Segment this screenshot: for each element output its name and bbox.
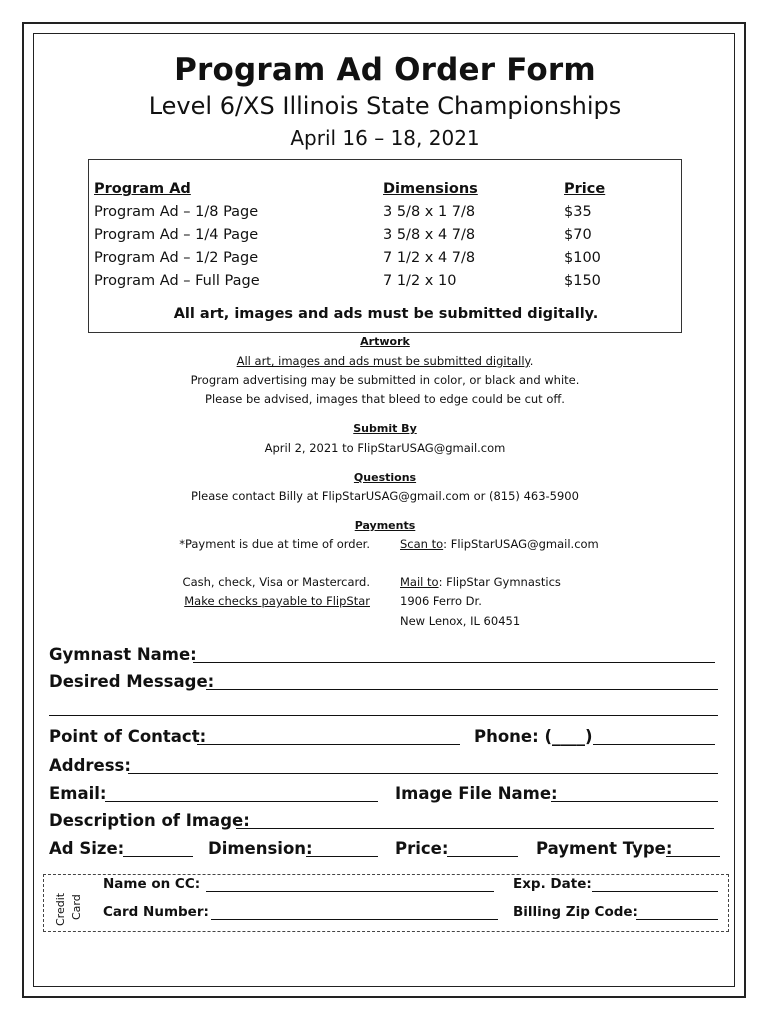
- table-cell: $100: [564, 250, 601, 266]
- description-field[interactable]: [236, 828, 714, 829]
- desired-message-field[interactable]: [206, 689, 718, 690]
- billing-zip-label: Billing Zip Code:: [513, 904, 638, 920]
- image-file-name-field[interactable]: [551, 801, 718, 802]
- mail-to-value: : FlipStar Gymnastics: [438, 575, 561, 589]
- exp-date-label: Exp. Date:: [513, 876, 592, 892]
- table-cell: 7 1/2 x 10: [383, 273, 457, 289]
- mail-address-1: 1906 Ferro Dr.: [400, 594, 482, 608]
- card-number-label: Card Number:: [103, 904, 209, 920]
- table-cell: Program Ad – 1/4 Page: [94, 227, 259, 243]
- digital-submission-note: All art, images and ads must be submitted digitally.: [173, 306, 599, 322]
- scan-to-value: : FlipStarUSAG@gmail.com: [443, 537, 599, 551]
- questions-text: Please contact Billy at FlipStarUSAG@gmail.com or (815) 463-5900: [191, 489, 579, 503]
- scan-to-line: [400, 537, 599, 551]
- ad-size-field[interactable]: [123, 856, 193, 857]
- table-cell: $150: [564, 273, 601, 289]
- point-of-contact-label: Point of Contact:: [49, 727, 207, 746]
- price-table: [88, 159, 682, 333]
- mail-to-line: [400, 575, 561, 589]
- table-cell: $35: [564, 204, 592, 220]
- price-field[interactable]: [447, 856, 518, 857]
- mail-address-2: New Lenox, IL 60451: [400, 614, 521, 628]
- col-header-dimensions: Dimensions: [383, 181, 478, 197]
- artwork-line-1-text: All art, images and ads must be submitted digitally: [236, 354, 530, 368]
- dimension-label: Dimension:: [208, 839, 313, 858]
- table-cell: 7 1/2 x 4 7/8: [383, 250, 476, 266]
- table-cell: 3 5/8 x 4 7/8: [383, 227, 476, 243]
- billing-zip-field[interactable]: [636, 919, 718, 920]
- address-field[interactable]: [128, 773, 718, 774]
- gymnast-name-field[interactable]: [193, 662, 715, 663]
- questions-heading: Questions: [353, 471, 417, 484]
- description-label: Description of Image:: [49, 811, 250, 830]
- artwork-line-3: Please be advised, images that bleed to edge could be cut off.: [205, 392, 565, 406]
- artwork-line-1-end: .: [529, 354, 534, 368]
- payment-methods: Cash, check, Visa or Mastercard.: [182, 575, 370, 589]
- event-subtitle: Level 6/XS Illinois State Championships: [148, 92, 622, 120]
- gymnast-name-label: Gymnast Name:: [49, 645, 197, 664]
- scan-to-label: Scan to: [400, 537, 444, 551]
- table-cell: Program Ad – 1/2 Page: [94, 250, 259, 266]
- name-on-cc-label: Name on CC:: [103, 876, 201, 892]
- point-of-contact-field[interactable]: [197, 744, 460, 745]
- table-cell: Program Ad – Full Page: [94, 273, 260, 289]
- credit-card-side-label-2: Card: [70, 894, 83, 920]
- email-field[interactable]: [105, 801, 378, 802]
- payments-heading: Payments: [354, 519, 416, 532]
- artwork-heading: Artwork: [360, 335, 410, 348]
- table-cell: Program Ad – 1/8 Page: [94, 204, 259, 220]
- table-cell: $70: [564, 227, 592, 243]
- page-title: Program Ad Order Form: [174, 52, 596, 88]
- address-label: Address:: [49, 756, 131, 775]
- card-number-field[interactable]: [211, 919, 498, 920]
- artwork-line-1: [0, 354, 770, 368]
- desired-message-field-line-2[interactable]: [49, 715, 718, 716]
- desired-message-label: Desired Message:: [49, 672, 215, 691]
- event-date: April 16 – 18, 2021: [290, 126, 480, 150]
- submit-by-text: April 2, 2021 to FlipStarUSAG@gmail.com: [264, 441, 506, 455]
- checks-payable-note: Make checks payable to FlipStar: [184, 594, 370, 608]
- exp-date-field[interactable]: [592, 891, 718, 892]
- email-label: Email:: [49, 784, 107, 803]
- col-header-program-ad: Program Ad: [94, 181, 191, 197]
- credit-card-side-label-1: Credit: [54, 892, 67, 926]
- payment-due-note: *Payment is due at time of order.: [179, 537, 370, 551]
- payment-type-label: Payment Type:: [536, 839, 673, 858]
- dimension-field[interactable]: [306, 856, 378, 857]
- table-cell: 3 5/8 x 1 7/8: [383, 204, 476, 220]
- name-on-cc-field[interactable]: [206, 891, 494, 892]
- artwork-line-2: Program advertising may be submitted in color, or black and white.: [190, 373, 580, 387]
- phone-label: Phone: (____): [474, 727, 593, 746]
- ad-size-label: Ad Size:: [49, 839, 125, 858]
- credit-card-side-label: [52, 880, 88, 926]
- payment-type-field[interactable]: [666, 856, 720, 857]
- image-file-name-label: Image File Name:: [395, 784, 558, 803]
- price-label: Price:: [395, 839, 449, 858]
- mail-to-label: Mail to: [400, 575, 439, 589]
- phone-field[interactable]: [593, 744, 715, 745]
- col-header-price: Price: [564, 181, 606, 197]
- submit-by-heading: Submit By: [353, 422, 417, 435]
